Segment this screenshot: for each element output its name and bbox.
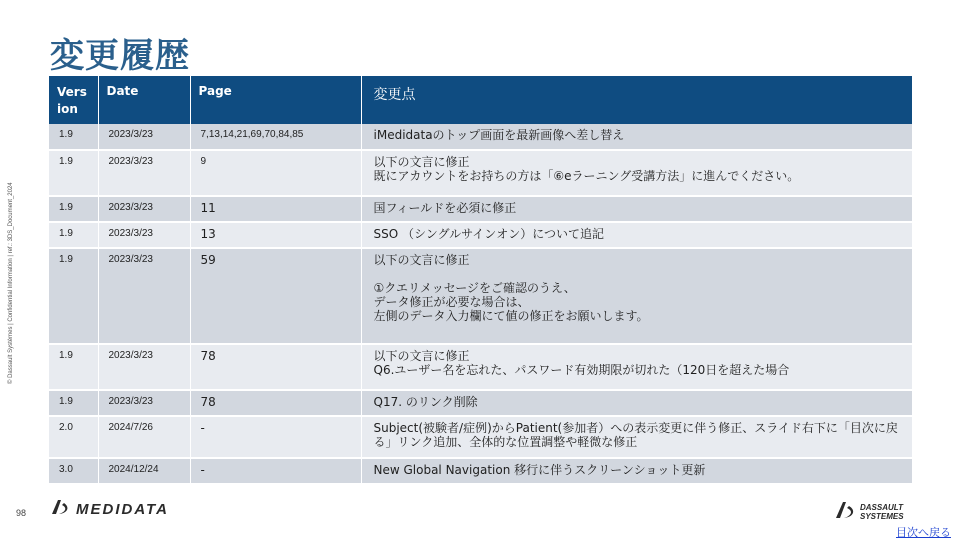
header-page: Page [190,76,361,124]
cell-version: 1.9 [49,222,98,248]
cell-page: - [190,458,361,484]
ds-mark-icon [834,500,856,524]
cell-version: 2.0 [49,416,98,458]
confidential-notice: © Dassault Systèmes | Confidential Information | ref.: 3DS_Document_2024 [8,182,14,384]
cell-date: 2023/3/23 [98,124,190,150]
table-row [49,416,912,458]
dassault-wordmark-line2: SYSTEMES [860,512,904,521]
cell-change: iMedidataのトップ画面を最新画像へ差し替え [361,124,912,150]
page-number: 98 [16,508,27,518]
cell-date: 2024/7/26 [98,416,190,458]
back-to-toc-link[interactable]: 目次へ戻る [896,526,951,539]
table-row [49,124,912,150]
header-date: Date [98,76,190,124]
cell-change: New Global Navigation 移行に伴うスクリーンショット更新 [361,458,912,484]
cell-page: 59 [190,248,361,344]
revision-history-table [49,76,912,485]
cell-date: 2024/12/24 [98,458,190,484]
header-version: Vers ion [49,76,98,124]
table-row [49,390,912,416]
cell-version: 1.9 [49,196,98,222]
table-row [49,458,912,484]
cell-page: 11 [190,196,361,222]
cell-page: - [190,416,361,458]
table-row [49,196,912,222]
medidata-logo [50,498,169,520]
cell-change: Subject(被験者/症例)からPatient(参加者）への表示変更に伴う修正、スライド右下に「目次に戻る」リンク追加、全体的な位置調整や軽微な修正 [361,416,912,458]
cell-change: 国フィールドを必須に修正 [361,196,912,222]
table-header-row [49,76,912,124]
dassault-wordmark-line1: DASSAULT [860,503,903,512]
cell-change: 以下の文言に修正 既にアカウントをお持ちの方は「⑥eラーニング受講方法」に進んでください。 [361,150,912,196]
cell-version: 1.9 [49,344,98,390]
cell-change: SSO （シングルサインオン）について追記 [361,222,912,248]
cell-page: 7,13,14,21,69,70,84,85 [190,124,361,150]
table-row [49,222,912,248]
dassault-wordmark [860,503,904,521]
cell-version: 1.9 [49,248,98,344]
cell-version: 1.9 [49,390,98,416]
table-row [49,344,912,390]
ds-mark-icon [50,498,70,520]
cell-page: 13 [190,222,361,248]
cell-change: 以下の文言に修正 ①クエリメッセージをご確認のうえ、 データ修正が必要な場合は、 左側のデータ入力欄にて値の修正をお願いします。 [361,248,912,344]
cell-version: 1.9 [49,150,98,196]
header-changes: 変更点 [361,76,912,124]
medidata-wordmark: MEDIDATA [76,500,169,518]
cell-date: 2023/3/23 [98,390,190,416]
cell-date: 2023/3/23 [98,222,190,248]
dassault-logo [834,500,904,524]
cell-date: 2023/3/23 [98,248,190,344]
table-row [49,248,912,344]
cell-date: 2023/3/23 [98,150,190,196]
table-row [49,150,912,196]
cell-page: 78 [190,390,361,416]
cell-version: 3.0 [49,458,98,484]
cell-date: 2023/3/23 [98,344,190,390]
cell-version: 1.9 [49,124,98,150]
cell-date: 2023/3/23 [98,196,190,222]
page-title: 変更履歴 [50,36,190,76]
cell-change: Q17. のリンク削除 [361,390,912,416]
cell-page: 78 [190,344,361,390]
cell-page: 9 [190,150,361,196]
cell-change: 以下の文言に修正 Q6.ユーザー名を忘れた、パスワード有効期限が切れた（120日を超えた場合 [361,344,912,390]
